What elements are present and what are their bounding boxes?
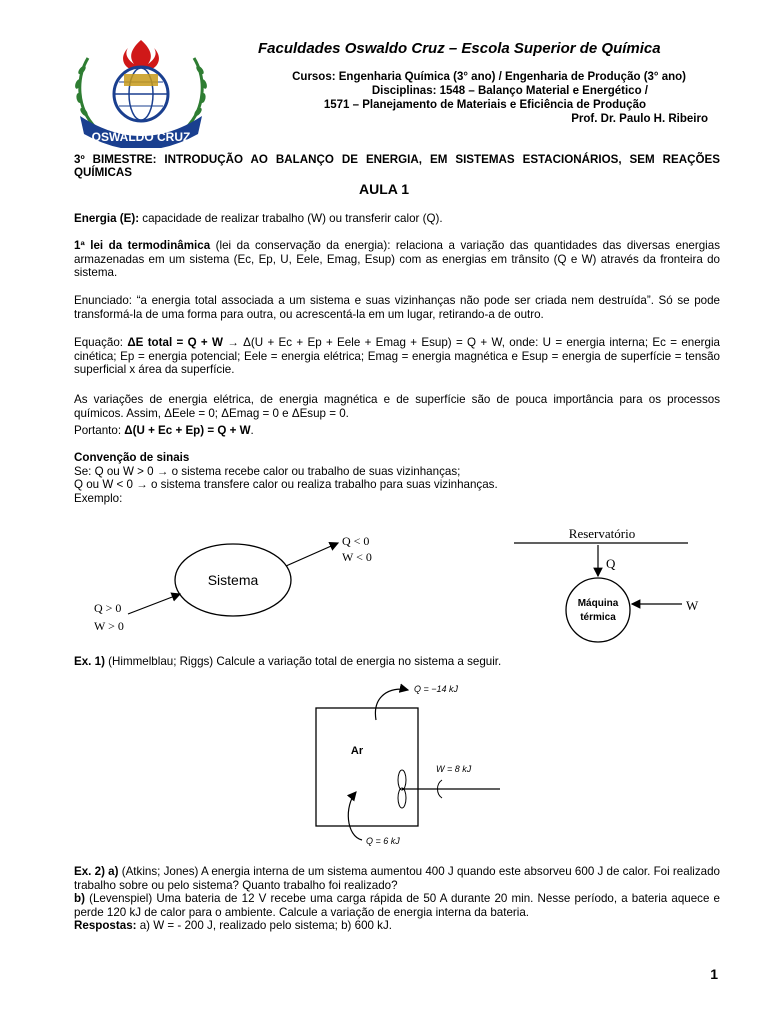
equation-main: ΔE total = Q + W: [127, 336, 223, 349]
in-q-label: Q > 0: [94, 601, 122, 615]
paragraph-text: (lei da conservação da energia): relaciona a variação das quantidades das diversas energias armazenadas em um sistema (Ec, Ep, U, Eele, Emag, Esup) com as energias em trânsito (Q e W) através da fronteira do sistema.: [74, 239, 720, 280]
header-disciplines: Disciplinas: 1548 – Balanço Material e Energético /: [371, 85, 648, 97]
equation-text: → Δ(U + Ec + Ep + Eele + Emag + Esup) = Q + W, onde: U = energia interna; Ec = energia cinética; Ep = energia potencial; Eele = energia elétrica; Emag = energia magnética e Esup = energia de superfície = tensão superficial x área da superfície.: [74, 336, 720, 377]
sistema-diagram: [80, 528, 400, 640]
convencao-line-3: Exemplo:: [74, 491, 123, 505]
answers: [74, 919, 720, 933]
out-q-label: Q < 0: [342, 534, 370, 548]
header-title: Faculdades Oswaldo Cruz – Escola Superior de Química: [258, 40, 661, 57]
maquina-label-2: térmica: [580, 612, 616, 623]
paragraph-enunciado: Enunciado: “a energia total associada a um sistema e suas vizinhanças não pode ser criada nem destruída”. Só se pode transformá-la de uma forma para outra, ou acrescentá-la em um lugar, retirando-a de outro.: [74, 294, 720, 321]
exercise-2: [74, 865, 720, 933]
q-out-arrow: [375, 689, 408, 720]
ar-label: Ar: [350, 745, 364, 757]
reservatorio-label: Reservatório: [568, 526, 636, 541]
oswaldo-cruz-logo: [66, 38, 216, 148]
exercise-1-text: (Himmelblau; Riggs) Calcule a variação total de energia no sistema a seguir.: [104, 655, 502, 668]
term-primeira-lei: 1ª lei da termodinâmica: [74, 239, 211, 252]
answers-text: a) W = - 200 J, realizado pelo sistema; b) 600 kJ.: [136, 919, 392, 933]
exercise-1-label: Ex. 1): [74, 655, 105, 668]
exercise-2a-text: (Atkins; Jones) A energia interna de um sistema aumentou 400 J quando este absorveu 600 J de calor. Foi realizado trabalho sobre ou pelo sistema? Quanto trabalho foi realizado?: [74, 865, 720, 892]
portanto-end: .: [250, 424, 254, 437]
aula-title: AULA 1: [358, 181, 410, 197]
paragraph-equacao: [74, 336, 720, 377]
logo-text: OSWALDO CRUZ: [91, 130, 191, 144]
portanto-equation: Δ(U + Ec + Ep) = Q + W: [124, 424, 251, 437]
paragraph-energia: [74, 212, 720, 226]
w-label: W = 8 kJ: [436, 764, 472, 774]
paragraph-variacoes: As variações de energia elétrica, de energia magnética e de superfície são de pouca importância para os processos químicos. Assim, ΔEele = 0; ΔEmag = 0 e ΔEsup = 0.: [74, 393, 720, 420]
q-in-label: Q = 6 kJ: [366, 836, 400, 846]
answers-label: Respostas:: [74, 919, 137, 933]
paragraph-primeira-lei: [74, 239, 720, 280]
header-courses: Cursos: Engenharia Química (3° ano) / Engenharia de Produção (3° ano): [292, 71, 686, 83]
convencao-block: [74, 451, 720, 505]
exercise-1: [74, 655, 720, 669]
outgoing-arrow: [286, 543, 338, 566]
incoming-arrow: [128, 594, 180, 614]
page-number: 1: [710, 966, 718, 982]
portanto-lead: Portanto:: [74, 424, 125, 437]
equation-lead: Equação:: [74, 336, 128, 349]
term-energia: Energia (E):: [74, 212, 140, 225]
exercise-2b: [74, 892, 720, 919]
convencao-title: Convenção de sinais: [74, 451, 190, 464]
exercise-2b-label: b): [74, 892, 85, 906]
maquina-label-1: Máquina: [577, 598, 619, 609]
paddle-blade-bottom: [398, 788, 406, 808]
sistema-label: Sistema: [207, 572, 259, 588]
exercise-2a: [74, 865, 720, 892]
convencao-line-2: Q ou W < 0 → o sistema transfere calor ou realiza trabalho para suas vizinhanças.: [74, 478, 498, 492]
maquina-termica-diagram: [510, 524, 720, 654]
header-professor: Prof. Dr. Paulo H. Ribeiro: [571, 113, 708, 125]
w-label: W: [686, 598, 699, 613]
paddle-blade-top: [398, 770, 406, 790]
ar-system-diagram: [252, 676, 538, 854]
in-w-label: W > 0: [94, 619, 124, 633]
paragraph-portanto: [74, 424, 720, 438]
paragraph-text: capacidade de realizar trabalho (W) ou transferir calor (Q).: [139, 212, 443, 225]
exercise-2b-text: (Levenspiel) Uma bateria de 12 V recebe uma carga rápida de 50 A durante 20 min. Nesse período, a bateria aquece e perde 120 kJ de calor para o ambiente. Calcule a variação de energia interna da bateria.: [74, 892, 720, 919]
q-in-arrow: [348, 792, 362, 840]
out-w-label: W < 0: [342, 550, 372, 564]
exercise-2-label: Ex. 2) a): [74, 865, 119, 878]
header-discipline-2: 1571 – Planejamento de Materiais e Eficiência de Produção: [323, 99, 646, 111]
maquina-circle: [566, 578, 630, 642]
q-out-label: Q = −14 kJ: [414, 684, 459, 694]
q-label: Q: [606, 556, 616, 571]
convencao-line-1: Se: Q ou W > 0 → o sistema recebe calor ou trabalho de suas vizinhanças;: [74, 464, 461, 478]
bimestre-heading: 3º BIMESTRE: INTRODUÇÃO AO BALANÇO DE ENERGIA, EM SISTEMAS ESTACIONÁRIOS, SEM REAÇÕES QUÍMICAS: [74, 153, 720, 179]
